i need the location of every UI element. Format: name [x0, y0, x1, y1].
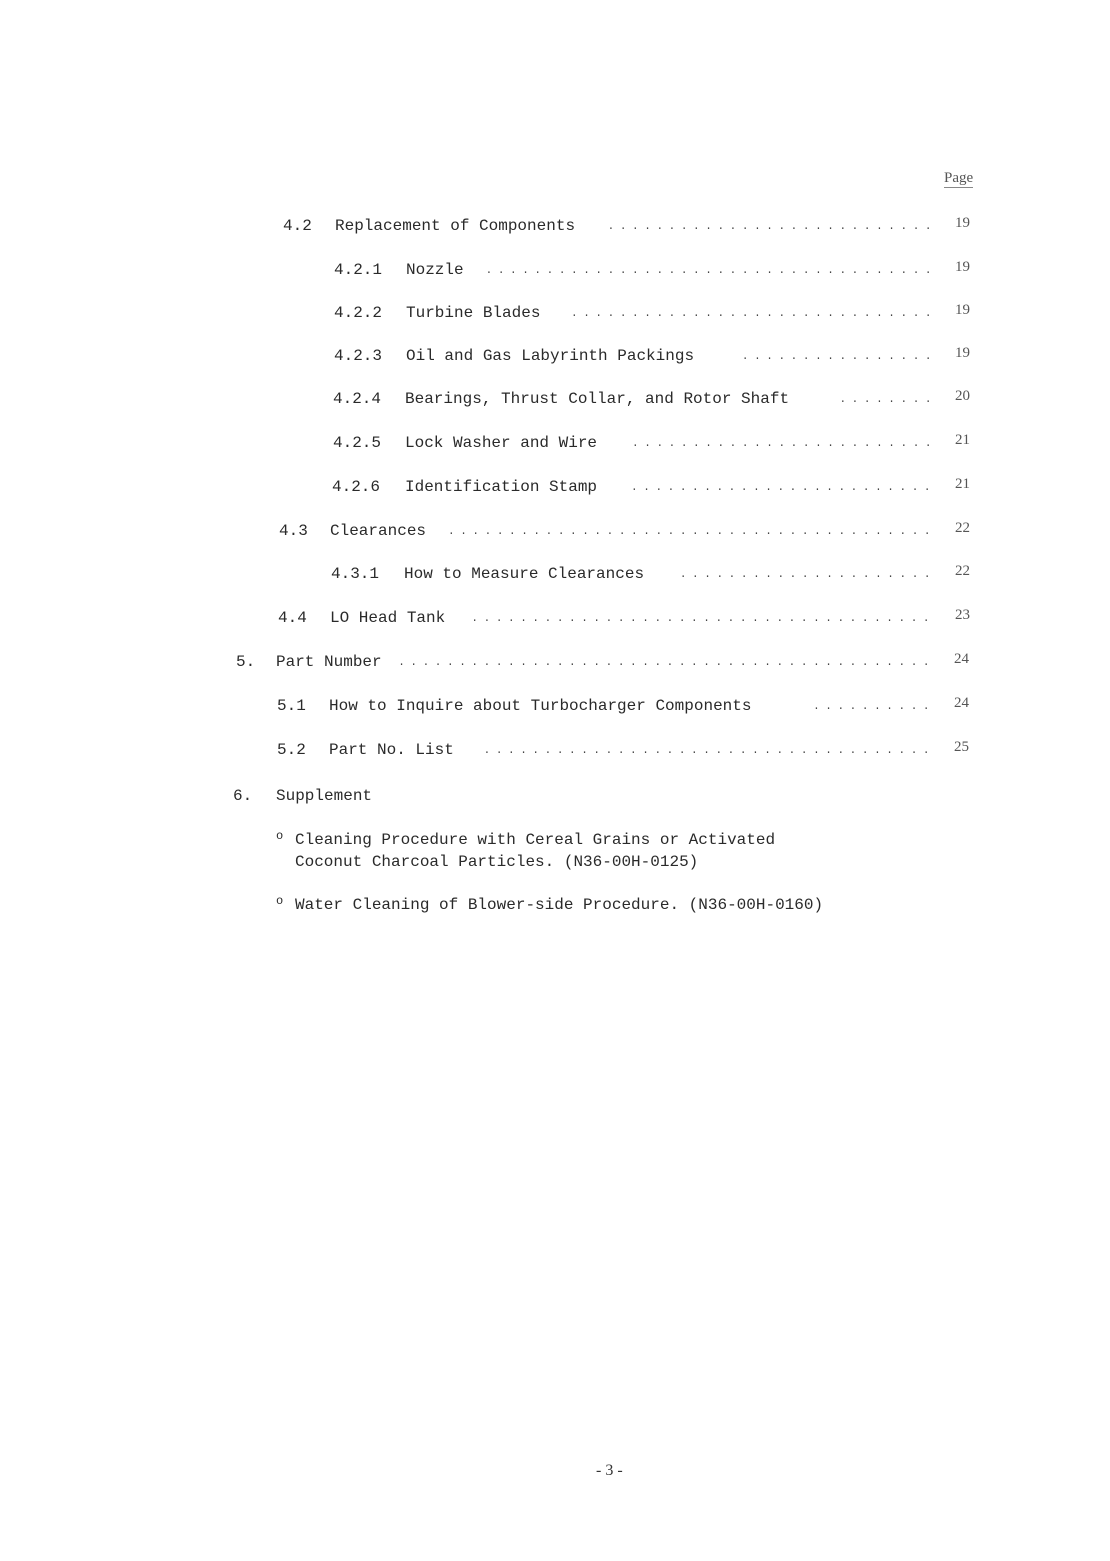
toc-page-number: 19	[955, 215, 970, 231]
toc-entry-5-2[interactable]	[277, 739, 977, 761]
toc-entry-4-2-4[interactable]	[333, 388, 983, 410]
toc-page-number: 19	[955, 345, 970, 361]
toc-page-number: 22	[955, 563, 970, 579]
toc-number: 5.2	[277, 741, 306, 759]
bullet-marker: o	[276, 829, 284, 843]
toc-entry-5-1[interactable]	[277, 695, 977, 717]
toc-entry-4-4[interactable]	[278, 607, 978, 629]
supplement-line: Cleaning Procedure with Cereal Grains or Activated	[295, 831, 776, 849]
toc-title: Bearings, Thrust Collar, and Rotor Shaft	[405, 390, 790, 408]
toc-number: 4.4	[278, 609, 307, 627]
toc-leader-dots	[566, 302, 931, 324]
toc-page-number: 19	[955, 259, 970, 275]
toc-number: 4.3.1	[331, 565, 380, 583]
toc-leader-dots	[805, 695, 929, 717]
toc-page-number: 24	[954, 651, 969, 667]
toc-page-number: 24	[954, 695, 969, 711]
supplement-line: Water Cleaning of Blower-side Procedure. (N36-00H-0160)	[295, 896, 824, 914]
toc-leader-dots	[677, 563, 930, 585]
bullet-marker: o	[276, 894, 284, 908]
toc-leader-dots	[838, 388, 931, 410]
toc-leader-dots	[445, 520, 930, 542]
toc-title: Identification Stamp	[405, 478, 598, 496]
toc-number: 4.2	[283, 217, 312, 235]
supplement-item-water-cleaning	[276, 894, 916, 918]
toc-number: 5.	[236, 653, 256, 671]
page-column-label: Page	[944, 170, 974, 186]
toc-number: 4.2.6	[332, 478, 381, 496]
toc-entry-6[interactable]	[233, 785, 533, 807]
toc-page-number: 19	[955, 302, 970, 318]
toc-leader-dots	[601, 215, 931, 237]
toc-entry-5[interactable]	[236, 651, 976, 673]
toc-title: Nozzle	[406, 261, 464, 279]
toc-page-number: 23	[955, 607, 970, 623]
page-number-footer: - 3 -	[596, 1462, 623, 1479]
toc-number: 4.2.4	[333, 390, 382, 408]
toc-page-number: 22	[955, 520, 970, 536]
toc-leader-dots	[629, 432, 931, 454]
toc-number: 5.1	[277, 697, 306, 715]
toc-number: 4.2.1	[334, 261, 383, 279]
toc-title: Turbine Blades	[406, 304, 541, 322]
toc-entry-4-2-1[interactable]	[334, 259, 984, 281]
toc-title: Replacement of Components	[335, 217, 576, 235]
toc-page-number: 25	[954, 739, 969, 755]
toc-page-number: 21	[955, 476, 970, 492]
toc-number: 4.3	[279, 522, 308, 540]
toc-title: Supplement	[276, 787, 373, 805]
toc-entry-4-2-3[interactable]	[334, 345, 984, 367]
toc-title: Lock Washer and Wire	[405, 434, 598, 452]
toc-entry-4-2-5[interactable]	[333, 432, 983, 454]
toc-page-number: 20	[955, 388, 970, 404]
toc-title: Oil and Gas Labyrinth Packings	[406, 347, 695, 365]
toc-title: How to Inquire about Turbocharger Components	[329, 697, 752, 715]
toc-page-number: 21	[955, 432, 970, 448]
toc-entry-4-2-2[interactable]	[334, 302, 984, 324]
toc-entry-4-3-1[interactable]	[331, 563, 981, 585]
toc-number: 6.	[233, 787, 253, 805]
toc-title: Part Number	[276, 653, 382, 671]
toc-entry-4-3[interactable]	[279, 520, 979, 542]
toc-leader-dots	[466, 607, 929, 629]
toc-entry-4-2-6[interactable]	[332, 476, 982, 498]
toc-title: Clearances	[330, 522, 427, 540]
toc-number: 4.2.5	[333, 434, 382, 452]
toc-number: 4.2.2	[334, 304, 383, 322]
toc-title: LO Head Tank	[330, 609, 446, 627]
toc-title: Part No. List	[329, 741, 454, 759]
toc-leader-dots	[478, 259, 931, 281]
supplement-line: Coconut Charcoal Particles. (N36-00H-0125)	[295, 853, 699, 871]
toc-leader-dots	[628, 476, 930, 498]
toc-title: How to Measure Clearances	[404, 565, 645, 583]
supplement-item-cereal-cleaning	[276, 829, 896, 875]
toc-number: 4.2.3	[334, 347, 383, 365]
toc-leader-dots	[477, 739, 929, 761]
toc-entry-4-2[interactable]	[283, 215, 983, 237]
toc-leader-dots	[734, 345, 931, 367]
toc-leader-dots	[400, 651, 929, 673]
